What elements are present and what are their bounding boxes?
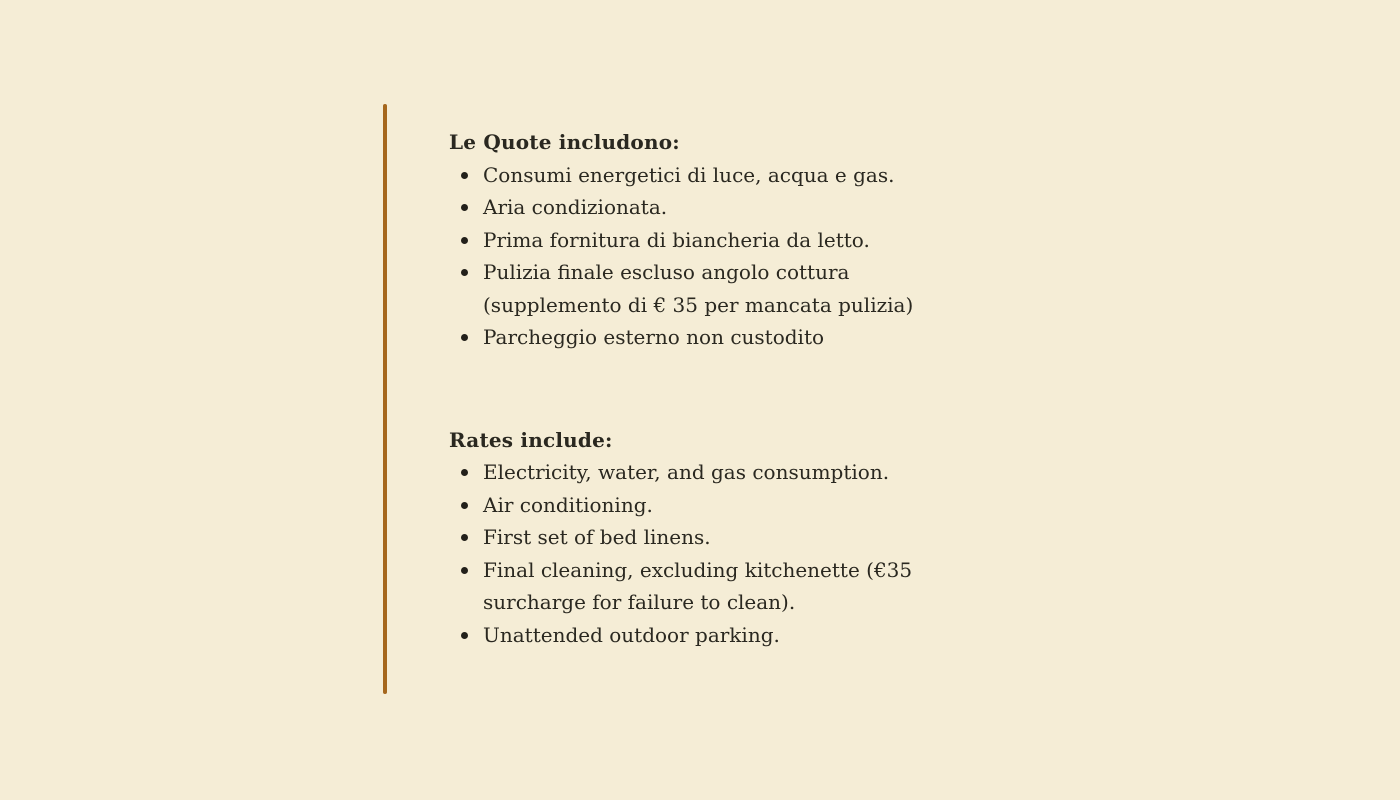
list-item-text: Pulizia finale escluso angolo cottura	[483, 260, 850, 284]
list-item-text: First set of bed linens.	[483, 525, 711, 549]
accent-vertical-rule	[383, 104, 387, 694]
list-item-text: surcharge for failure to clean).	[483, 590, 796, 614]
section-italian-rates	[449, 126, 974, 354]
section-english-rates	[449, 424, 974, 652]
list-item-text: Consumi energetici di luce, acqua e gas.	[483, 162, 895, 187]
bullet-list-english	[449, 456, 974, 651]
list-item	[483, 256, 974, 321]
rates-info-panel	[449, 126, 974, 651]
list-item	[483, 554, 974, 619]
list-item-text: Aria condizionata.	[483, 195, 668, 219]
list-item-text: Electricity, water, and gas consumption.	[483, 460, 890, 484]
section-heading-italian: Le Quote includono:	[449, 130, 680, 154]
list-item-text: Air conditioning.	[483, 492, 653, 517]
list-item	[483, 321, 974, 354]
bullet-list-italian	[449, 159, 974, 354]
list-item	[483, 191, 974, 224]
list-item	[483, 456, 974, 489]
list-item-text: Prima fornitura di biancheria da letto.	[483, 227, 870, 252]
list-item-text: Unattended outdoor parking.	[483, 622, 780, 647]
list-item-text: Final cleaning, excluding kitchenette (€35	[483, 557, 913, 582]
list-item	[483, 159, 974, 192]
list-item	[483, 224, 974, 257]
list-item	[483, 521, 974, 554]
list-item	[483, 619, 974, 652]
list-item	[483, 489, 974, 522]
list-item-text: Parcheggio esterno non custodito	[483, 325, 825, 349]
section-heading-english: Rates include:	[449, 427, 613, 452]
list-item-text: (supplemento di € 35 per mancata pulizia)	[483, 292, 914, 317]
